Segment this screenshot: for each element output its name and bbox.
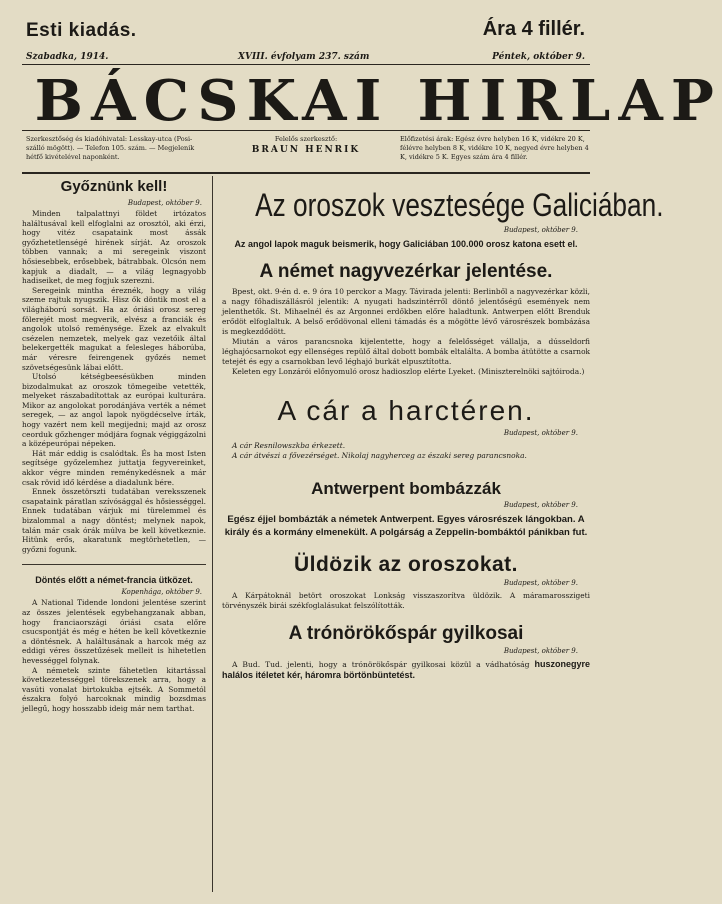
- divider: [22, 564, 206, 565]
- price-label: Ára 4 fillér.: [482, 18, 585, 40]
- paragraph: Egész éjjel bombázták a németek Antwerpent. Egyes városrészek lángokban. A király és a kormány elmenekült. A polgárság a Zeppelin-bombáktól pánikban fut.: [224, 514, 588, 538]
- paragraph: [222, 659, 590, 681]
- paragraph: Bpest, okt. 9-én d. e. 9 óra 10 perckor a Magy. Távirada jelenti: Berlinből a nagyvezérkar közli, a nagy főhadiszállásról jelentik: A nyugati hadszintérről döntő jelentőségű események nem jelenthetők. St. Mihaelnél és az Argonnei erdőkben előre haladtunk. Antwerpen előtt Brenduk erődöt elfoglaltuk. A belső erődövonal elleni támadás és a mögötte lévő városrészek bombázása is megkezdődött.: [222, 287, 590, 336]
- office-info: Szerkesztőség és kiadóhivatal: Lesskay-utca (Posi-szálló mögött). — Telefon 105. szám. — Megjelenik hétfő kivételével naponként.: [26, 135, 195, 161]
- dateline: Budapest, október 9.: [127, 199, 202, 207]
- divider: [22, 64, 590, 65]
- paragraph: Hát már eddig is csalódtak. És ha most Isten segítsége győzelemhez juttatja fegyvereinket, akkor végre minden reménykedésnek a már csak rövid idő kérdése a diadalunk bére.: [22, 448, 206, 487]
- dateline: Budapest, október 9.: [503, 647, 578, 655]
- city-year: Szabadka, 1914.: [26, 52, 109, 62]
- paragraph: A németek szinte fáhetetlen kitartással következetességgel törekszenek arra, hogy a vasúti vonalat birtokukba ejtsék. A Sommetól északra folyó harcoknak mindig bozsdmas jellegű, hogy hosszabb ideig már nem tarthat.: [22, 665, 206, 713]
- divider: [22, 130, 590, 131]
- editor-name: BRAUN HENRIK: [251, 145, 361, 155]
- headline: Üldözik az oroszokat.: [293, 553, 519, 576]
- edition-label: Esti kiadás.: [26, 20, 137, 41]
- paragraph: Miután a város parancsnoka kijelentette, hogy a felelősséget vállalja, a dússeldorfi léghajócsarnokot egy ellenséges repülő által dobott bombák eltalálta. A bomba átütötte a csarnok tetejét és egy a csarnokban levő léghajó burkát elpusztította.: [222, 337, 590, 366]
- dateline: Budapest, október 9.: [503, 226, 578, 234]
- article-title: Döntés előtt a német-francia ütközet.: [35, 575, 193, 586]
- paragraph-text: A Bud. Tud. jelenti, hogy a trónörökőspár gyilkosai közül a vádhatóság: [232, 660, 530, 669]
- paragraph-bold-text: huszonegyre halálos itéletet kér, háromra börtönbüntetést.: [222, 659, 590, 680]
- column-divider: [212, 176, 213, 892]
- masthead-area: [0, 0, 722, 134]
- article-title: Győznünk kell!: [60, 178, 168, 195]
- paragraph: A cár átvészi a fővezérséget. Nikolaj nagyherceg az északi sereg parancsnoka.: [232, 451, 527, 460]
- issue-date: Péntek, október 9.: [492, 52, 585, 62]
- newspaper-title: BÁCSKAI HIRLAP: [34, 68, 722, 134]
- headline: A cár a harctéren.: [277, 395, 535, 426]
- volume-number: XVIII. évfolyam 237. szám: [238, 52, 370, 62]
- paragraph: Utolsó kétségbeesésükben minden bizodalmukat az oroszok tömegeibe vetették, melyeket rászabadítottak az európai kulturára. Mikor az angolokat porodánjáva verték a német seregek, — az angol lapok nyögdécselve írták, hogy vazért nem kell megijedni; majd az orosz ceorduk gőzhenger módjára fognak végiggázolni a középeurópai népeken.: [22, 372, 206, 449]
- headline: A trónörökőspár gyilkosai: [288, 623, 524, 644]
- dateline: Budapest, október 9.: [503, 579, 578, 587]
- editor-info: [226, 135, 386, 155]
- paragraph: A Kárpátoknál betört oroszokat Lonkság visszaszorítva üldözik. A máramarosszigeti törvényszék birái székfoglalásukat felszólították.: [222, 591, 590, 610]
- paragraph: Keleten egy Lonzárói előnyomuló orosz hadioszlop elérte Lyeket. (Miniszterelnöki sajtóiroda.): [232, 367, 585, 376]
- divider: [22, 172, 590, 174]
- dateline: Budapest, október 9.: [503, 429, 578, 437]
- lead-text: Az angol lapok maguk beismerik, hogy Galiciában 100.000 orosz katona esett el.: [234, 239, 578, 249]
- dateline: Kopenhága, október 9.: [121, 588, 202, 597]
- paragraph: Seregeink mintha éreznék, hogy a világ szeme rajtuk nyugszik. Hisz ők döntik most el a világháború sorsát. Ha az óriási orosz sereg fölerejét most megverik, elvész a franciák és angolok utolsó reménysége. Ezek az elvakult csézelen nemzetek, melyek gaz vezetőik által belekergették magukat a felesleges háborúba, már véresre feirengenek győzés nemet szövetségesünk lábai előtt.: [22, 285, 206, 372]
- headline: Az oroszok vesztesége Galiciában.: [255, 187, 664, 223]
- paragraph: A cár Resnilowszkba érkezett.: [232, 441, 346, 450]
- dateline: Budapest, október 9.: [503, 501, 578, 509]
- headline: A német nagyvezérkar jelentése.: [259, 261, 553, 282]
- right-column: [222, 186, 664, 681]
- paragraph: Minden talpalattnyi földet irtózatos haláltusával kell elfoglalni az orosztól, aki érzi, hogy vitéz csapataink most ássák győzhetetlenségé hirének sírját. Az oroszok többen vannak; a mi seregeink viszont hősiesebbek, erősebbek, bátrabbak. Olcsón nem kapjuk a diadalt, — a világ legnagyobb hadiseiket, de meg fogjuk szerezni.: [22, 209, 206, 286]
- left-column: [22, 178, 206, 714]
- subscription-info: Előfizetési árak: Egész évre helyben 16 K, vidékre 20 K, félévre helyben 8 K, vidékre 10 K, negyed évre helyben 4 K, vidékre 5 K. Egyes szám ára 4 fillér.: [400, 135, 589, 161]
- editor-label: Felelős szerkesztő:: [274, 135, 338, 143]
- headline: Antwerpent bombázzák: [311, 479, 501, 498]
- paragraph: A National Tidende londoni jelentése szerint az összes jelentések egybehangzanak abban, hogy franciaországi óriási csata előre csucspontját és még e héten be kell következnie a döntésnek. A haláltusának a harcok még az eddigi véres összetűzések melleit is hihetetlen hevességgel folynak.: [22, 598, 206, 665]
- paragraph: Ennek összetörszti tudatában vereksszenek csapataink páratlan szívósággal és hősiességgel. Ennek tudatában várjuk mi türelemmel és bizalommal a nagy döntést; melynek napok, talán már csak órák múlva be kell következnie. Hitünk erős, akaratunk megtörhetetlen, — győzni fogunk.: [22, 487, 206, 554]
